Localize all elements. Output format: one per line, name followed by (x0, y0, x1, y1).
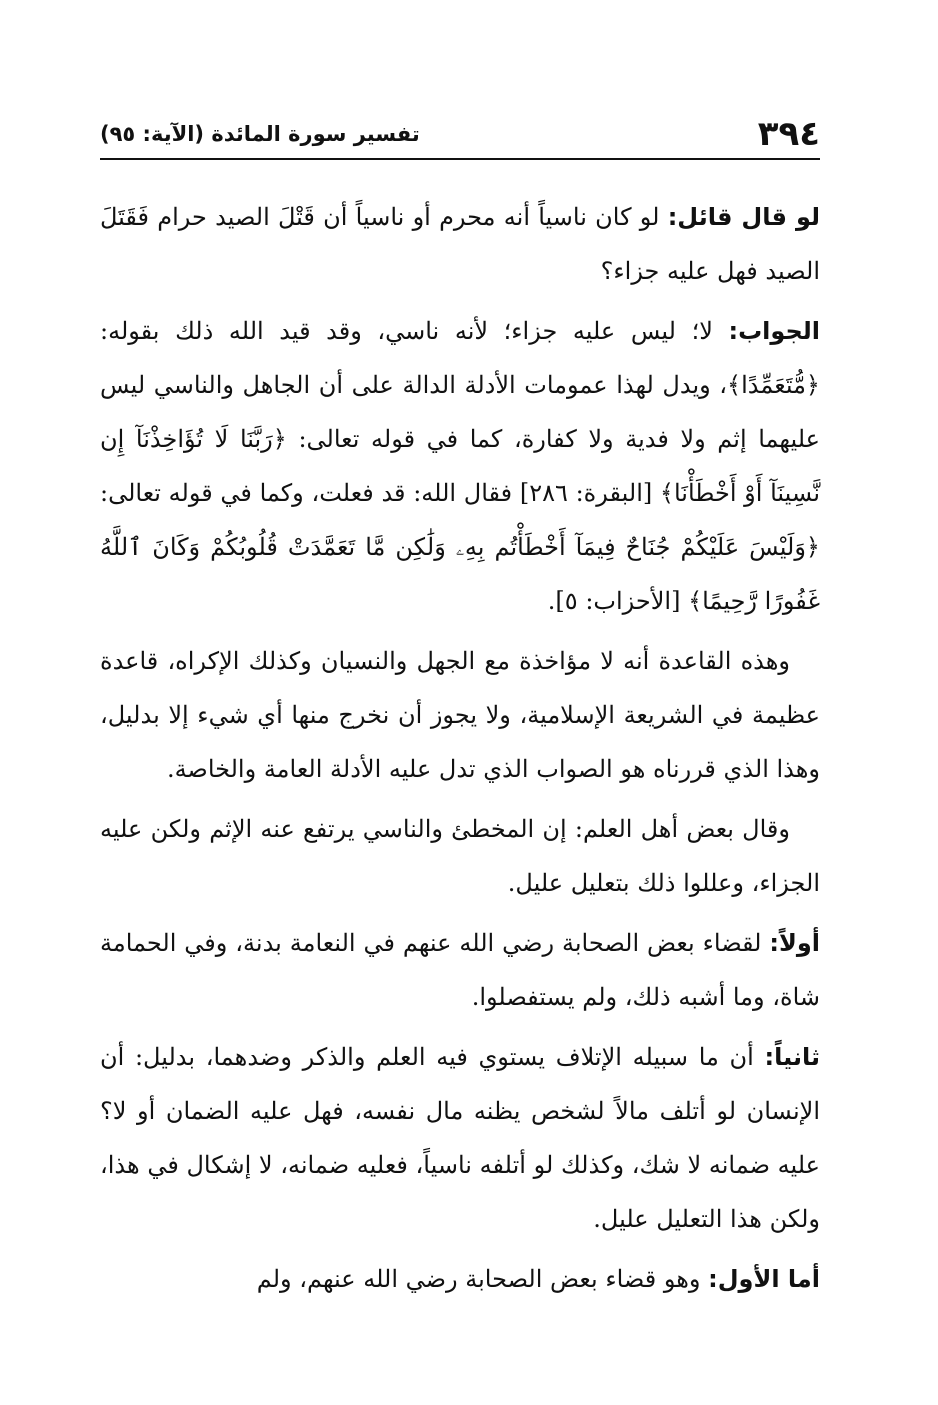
quran-quote-1: ﴿مُّتَعَمِّدًا﴾ (727, 371, 820, 399)
answer-lead: الجواب: (728, 317, 820, 345)
paragraph-question (100, 190, 820, 298)
answer-text-2: ، ويدل لهذا عمومات الأدلة الدالة على أن الجاهل والناسي ليس عليهما إثم ولا فدية ولا كفارة، كما في قوله تعالى: (100, 371, 820, 453)
second-reason-text: أن ما سبيله الإتلاف يستوي فيه العلم والذكر وضدهما، بدليل: أن الإنسان لو أتلف مالاً لشخص يظنه مال نفسه، فهل عليه الضمان أو لا؟ عليه ضمانه لا شك، وكذلك لو أتلفه ناسياً، فعليه ضمانه، لا إشكال في هذا، ولكن هذا التعليل عليل. (100, 1043, 821, 1233)
page-header (100, 112, 820, 160)
first-response-text: وهو قضاء بعض الصحابة رضي الله عنهم، ولم (256, 1265, 709, 1293)
quran-quote-3: ﴿وَلَيْسَ عَلَيْكُمْ جُنَاحٌ فِيمَآ أَخْطَأْتُم بِهِۦ وَلَٰكِن مَّا تَعَمَّدَتْ قُلُوبُكُمْ وَكَانَ ٱللَّهُ غَفُورًا رَّحِيمًا﴾ (100, 533, 820, 615)
paragraph-second-reason (100, 1030, 820, 1246)
citation-ahzab: [الأحزاب: ٥]. (547, 587, 689, 615)
paragraph-first-response (100, 1252, 820, 1306)
quran-quote-2: ﴿رَبَّنَا لَا تُؤَاخِذْنَآ إِن نَّسِينَآ أَوْ أَخْطَأْنَا﴾ (100, 425, 821, 507)
paragraph-rule (100, 634, 820, 796)
question-text: لو كان ناسياً أنه محرم أو ناسياً أن قَتْلَ الصيد حرام فَقَتَلَ الصيد فهل عليه جزاء؟ (100, 203, 820, 285)
paragraph-other-opinion (100, 802, 820, 910)
rule-text: وهذه القاعدة أنه لا مؤاخذة مع الجهل والنسيان وكذلك الإكراه، قاعدة عظيمة في الشريعة الإسلامية، ولا يجوز أن نخرج منها أي شيء إلا بدليل، وهذا الذي قررناه هو الصواب الذي تدل عليه الأدلة العامة والخاصة. (100, 647, 820, 783)
page-body (100, 190, 820, 1312)
second-reason-lead: ثانياً: (764, 1043, 820, 1071)
paragraph-answer (100, 304, 820, 628)
first-reason-text: لقضاء بعض الصحابة رضي الله عنهم في النعامة بدنة، وفي الحمامة شاة، وما أشبه ذلك، ولم يستفصلوا. (100, 929, 820, 1011)
page-number: ٣٩٤ (757, 114, 820, 154)
other-opinion-text: وقال بعض أهل العلم: إن المخطئ والناسي يرتفع عنه الإثم ولكن عليه الجزاء، وعللوا ذلك بتعليل عليل. (100, 815, 820, 897)
paragraph-first-reason (100, 916, 820, 1024)
answer-text-3: فقال الله: قد فعلت، وكما في قوله تعالى: (100, 479, 520, 507)
running-title: تفسير سورة المائدة (الآية: ٩٥) (100, 122, 420, 146)
answer-text-1: لا؛ ليس عليه جزاء؛ لأنه ناسي، وقد قيد الله ذلك بقوله: (100, 317, 729, 345)
question-lead: لو قال قائل: (667, 203, 821, 231)
first-response-lead: أما الأول: (708, 1265, 820, 1293)
header-rule (100, 158, 820, 160)
first-reason-lead: أولاً: (769, 929, 820, 957)
citation-baqarah: [البقرة: ٢٨٦] (519, 479, 660, 507)
